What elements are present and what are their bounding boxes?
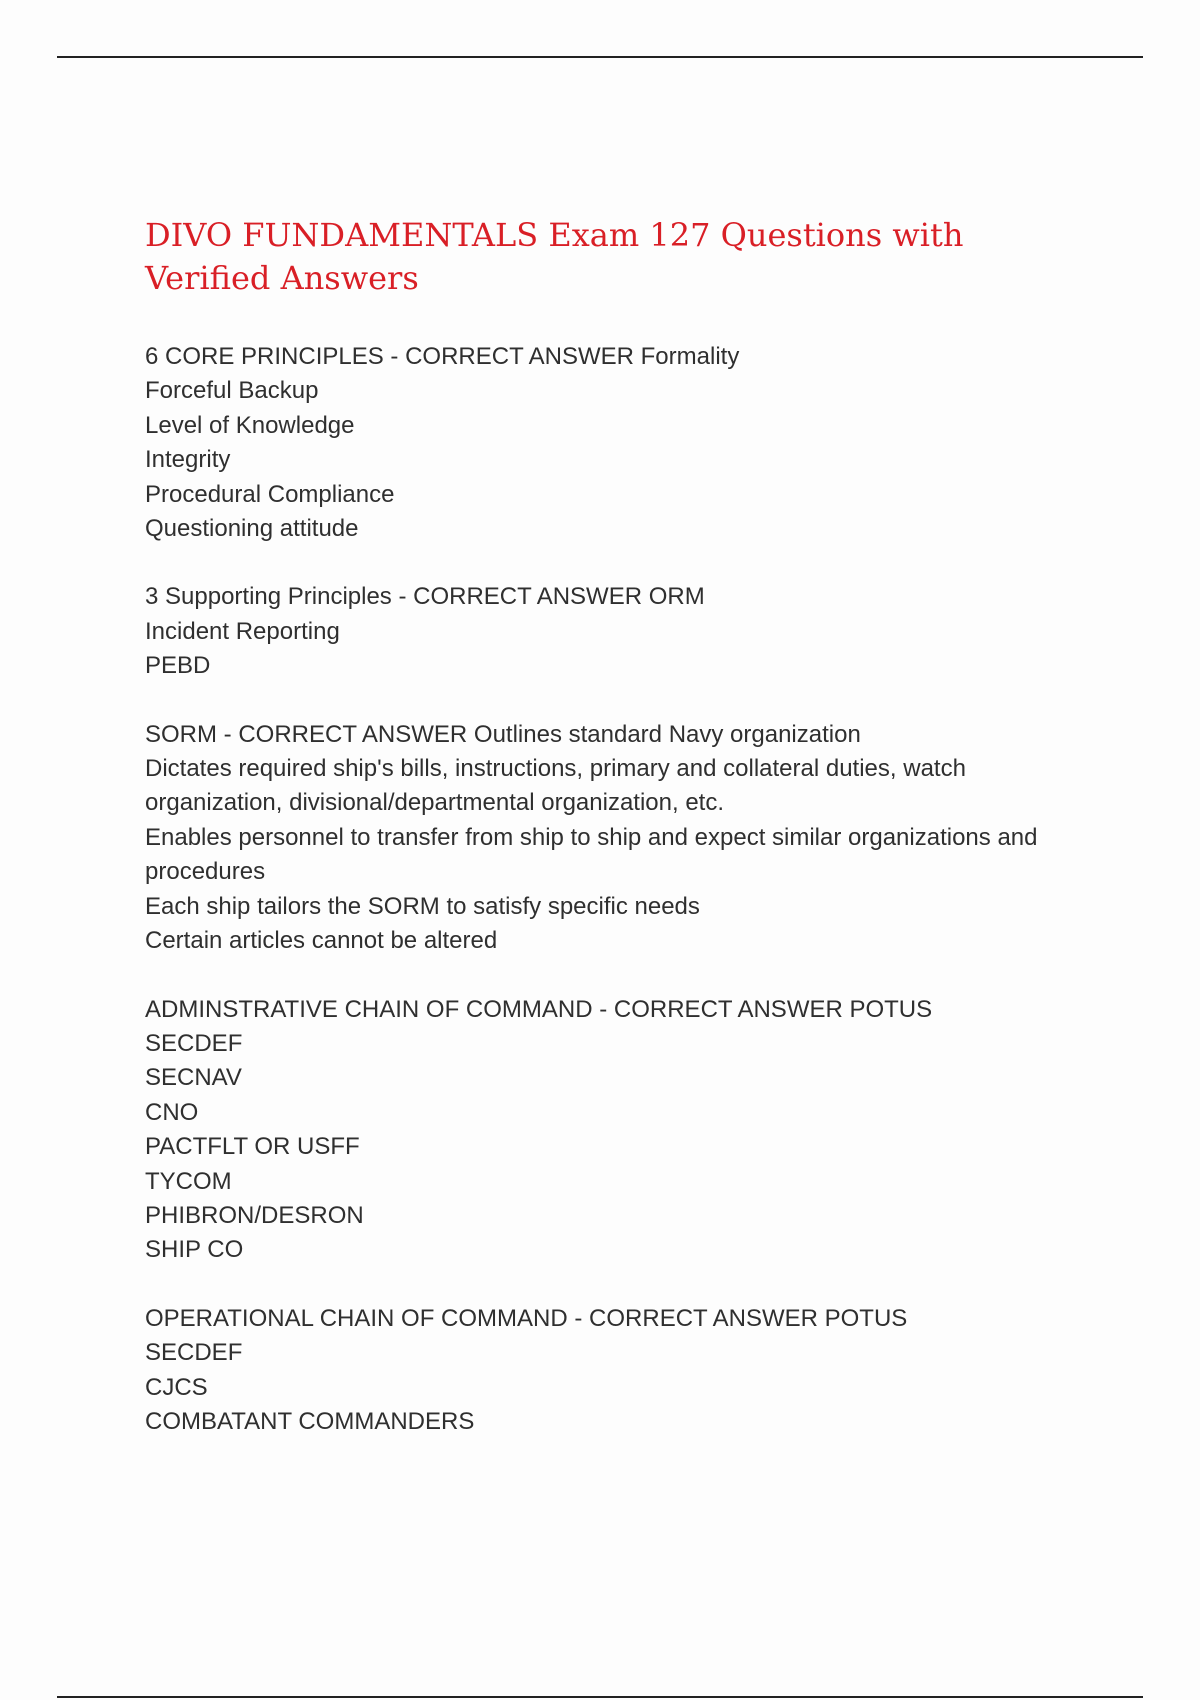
footer-rule bbox=[57, 1696, 1143, 1698]
qa-block-operational-chain bbox=[145, 1302, 1075, 1440]
qa-block-admin-chain bbox=[145, 993, 1075, 1268]
answer-line: PACTFLT OR USFF bbox=[145, 1133, 360, 1161]
answer-line: CJCS bbox=[145, 1373, 208, 1401]
qa-question-line: 3 Supporting Principles - CORRECT ANSWER ORM bbox=[145, 583, 705, 611]
answer-line: COMBATANT COMMANDERS bbox=[145, 1407, 475, 1435]
answer-line: SECDEF bbox=[145, 1029, 243, 1057]
answer-line: SHIP CO bbox=[145, 1236, 244, 1264]
qa-question-line: 6 CORE PRINCIPLES - CORRECT ANSWER Formality bbox=[145, 343, 740, 370]
document-title: DIVO FUNDAMENTALS Exam 127 Questions with Verified Answers bbox=[145, 216, 964, 297]
answer-line: Certain articles cannot be altered bbox=[145, 927, 498, 955]
answer-line: Questioning attitude bbox=[145, 515, 359, 543]
document-content bbox=[145, 214, 1075, 1473]
answer-line: CNO bbox=[145, 1098, 199, 1126]
answer-line: Level of Knowledge bbox=[145, 411, 355, 439]
answer-line: TYCOM bbox=[145, 1167, 232, 1195]
qa-question-line: SORM - CORRECT ANSWER Outlines standard Navy organization bbox=[145, 720, 861, 748]
qa-block-supporting-principles bbox=[145, 580, 1075, 683]
answer-line: Integrity bbox=[145, 446, 231, 474]
answer-line: Procedural Compliance bbox=[145, 480, 395, 508]
qa-question-line: OPERATIONAL CHAIN OF COMMAND - CORRECT ANSWER POTUS bbox=[145, 1304, 908, 1332]
answer-line: SECNAV bbox=[145, 1064, 242, 1092]
header-rule bbox=[57, 56, 1143, 58]
answer-line: Incident Reporting bbox=[145, 617, 340, 645]
answer-line: Each ship tailors the SORM to satisfy specific needs bbox=[145, 892, 700, 920]
answer-line: SECDEF bbox=[145, 1339, 243, 1367]
answer-line: Forceful Backup bbox=[145, 377, 319, 405]
answer-line: Dictates required ship's bills, instructions, primary and collateral duties, watch organization, divisional/departmental organization, etc. bbox=[145, 755, 966, 817]
qa-block-core-principles bbox=[145, 340, 1075, 546]
answer-line: PEBD bbox=[145, 652, 211, 680]
answer-line: Enables personnel to transfer from ship to ship and expect similar organizations and procedures bbox=[145, 823, 1038, 886]
answer-line: PHIBRON/DESRON bbox=[145, 1201, 364, 1229]
qa-question-line: ADMINSTRATIVE CHAIN OF COMMAND - CORRECT ANSWER POTUS bbox=[145, 995, 933, 1023]
qa-block-sorm bbox=[145, 718, 1075, 959]
